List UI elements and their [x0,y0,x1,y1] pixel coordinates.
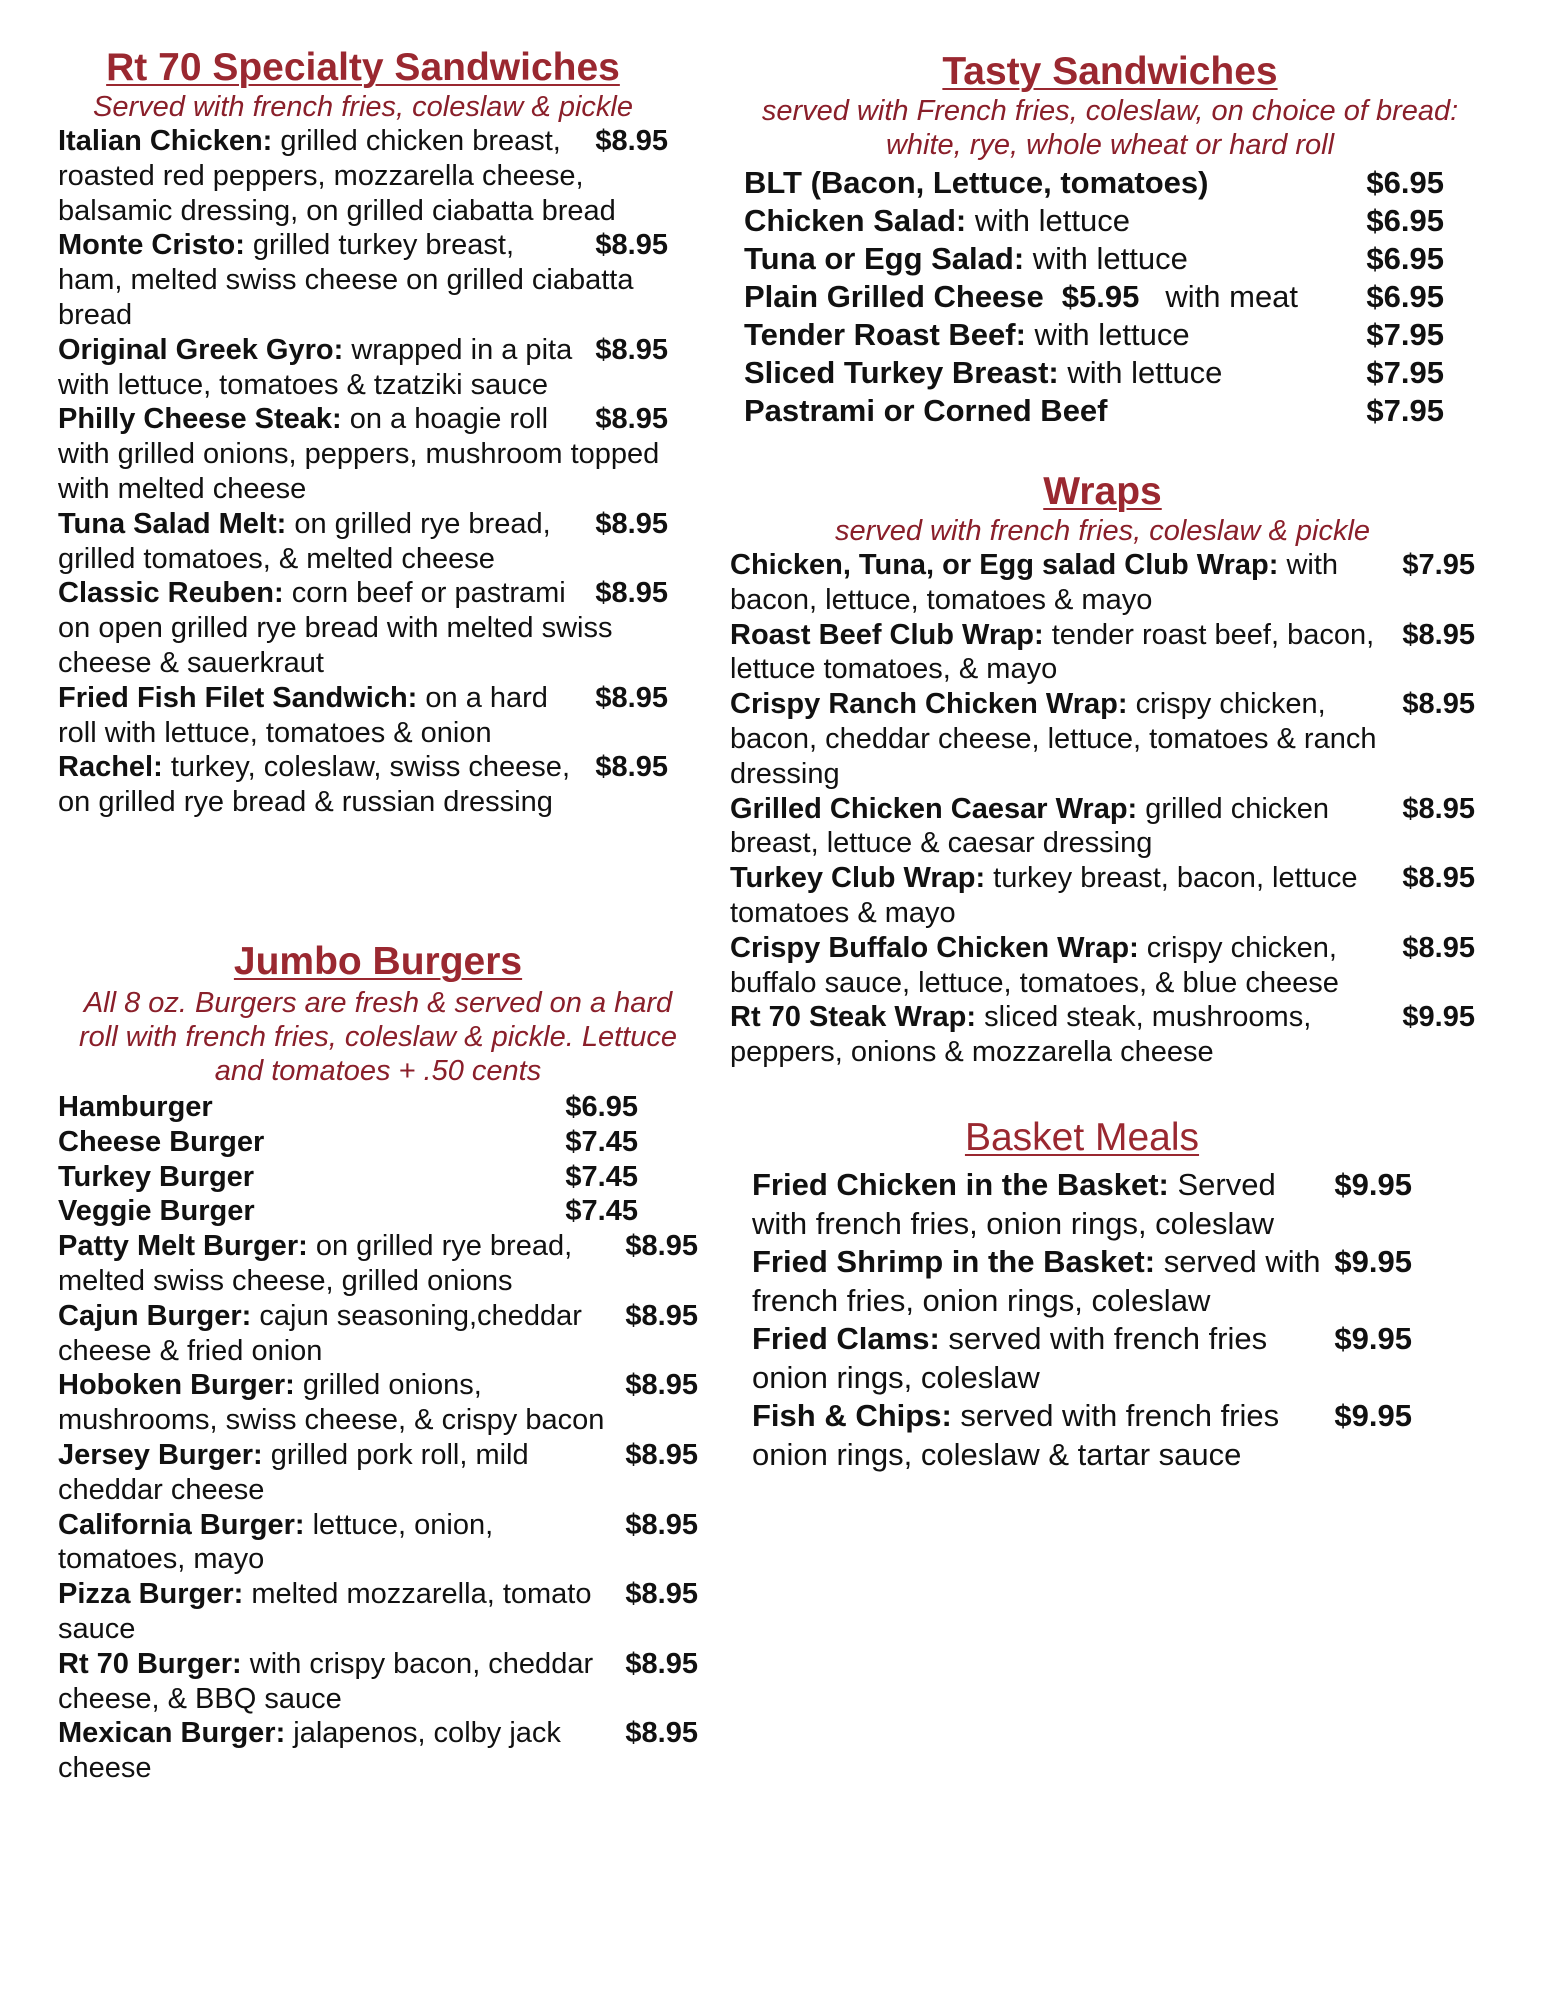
item-description: Served with french fries, onion rings, coleslaw [752,1167,1276,1241]
item-name: Fish & Chips: [752,1398,952,1433]
menu-item [58,1125,638,1160]
menu-item [58,1438,698,1508]
menu-item [744,202,1444,240]
item-description: grilled chicken breast, roasted red peppers, mozzarella cheese, balsamic dressing, on grilled ciabatta bread [58,125,616,227]
menu-item [58,1229,698,1299]
menu-item [730,618,1475,688]
menu-item [730,548,1475,618]
menu-item [58,1647,698,1717]
item-price: $6.95 [1366,241,1444,276]
menu-item [744,278,1444,316]
item-name: Chicken Salad: [744,203,967,238]
item-price: $8.95 [625,1647,698,1680]
item-name: Patty Melt Burger: [58,1230,308,1263]
burgers-section [58,940,698,1786]
item-description: grilled pork roll, mild cheddar cheese [58,1438,529,1506]
menu-item [58,1090,638,1125]
item-name: Fried Chicken in the Basket: [752,1167,1169,1202]
item-description: on grilled rye bread, grilled tomatoes, & melted cheese [58,507,551,575]
menu-item [730,861,1475,931]
item-price: $7.95 [1366,317,1444,352]
item-price: $8.95 [595,125,668,157]
item-price: $8.95 [625,1369,698,1402]
item-description: on a hard roll with lettuce, tomatoes & onion [58,681,548,749]
item-description: turkey, coleslaw, swiss cheese, on grilled rye bread & russian dressing [58,751,570,819]
item-list [58,1229,698,1786]
item-name: Jersey Burger: [58,1438,263,1471]
menu-item [744,316,1444,354]
item-description: turkey breast, bacon, lettuce tomatoes & mayo [730,862,1358,929]
item-price: $7.95 [1402,549,1475,581]
item-price: $8.95 [595,507,668,540]
item-price: $8.95 [1402,792,1475,825]
menu-item [58,1194,638,1229]
item-price: $7.45 [565,1125,638,1158]
item-description: on a hoagie roll with grilled onions, peppers, mushroom topped with melted cheese [58,403,660,505]
item-name: Roast Beef Club Wrap: [730,618,1044,651]
item-price: $9.95 [1334,1244,1412,1279]
menu-item [58,1716,698,1786]
section-title: Basket Meals [964,1116,1200,1159]
item-price-plain: $5.95 [1061,279,1140,314]
item-description: on grilled rye bread, melted swiss cheese, grilled onions [58,1230,573,1297]
item-name: Plain Grilled Cheese [744,279,1044,314]
menu-item [58,1577,698,1647]
item-name: Original Greek Gyro: [58,333,344,366]
section-title: Rt 70 Specialty Sandwiches [106,46,620,89]
item-price: $8.95 [625,1230,698,1263]
item-name: Philly Cheese Steak: [58,403,342,436]
menu-item [58,681,668,751]
item-description: lettuce, onion, tomatoes, mayo [58,1508,494,1576]
item-price: $8.95 [625,1299,698,1332]
item-name: Fried Clams: [752,1321,940,1356]
menu-item [744,164,1444,202]
item-price: $9.95 [1334,1167,1412,1202]
item-name: Tender Roast Beef: [744,317,1026,352]
item-description: with lettuce [1025,317,1190,352]
item-name: Turkey Club Wrap: [730,862,986,895]
item-name: Monte Cristo: [58,229,245,262]
item-price: $8.95 [595,403,668,436]
item-description: served with french fries, onion rings, coleslaw [752,1244,1321,1318]
item-name: Crispy Buffalo Chicken Wrap: [730,931,1139,964]
item-description: with bacon, lettuce, tomatoes & mayo [730,549,1339,616]
menu-item [58,333,668,403]
item-description: crispy chicken, buffalo sauce, lettuce, tomatoes, & blue cheese [730,931,1339,999]
item-price: $9.95 [1334,1321,1412,1356]
menu-item [58,1299,698,1369]
menu-item [744,240,1444,278]
item-name: Hamburger [58,1091,213,1123]
menu-item [58,402,668,506]
item-price: $8.95 [595,681,668,714]
item-description: corn beef or pastrami on open grilled rye bread with melted swiss cheese & sauerkraut [58,577,613,679]
item-name: Tuna or Egg Salad: [744,241,1025,276]
item-description: with lettuce [1058,355,1223,390]
item-list [730,548,1475,1070]
menu-item [752,1166,1412,1243]
item-description: jalapenos, colby jack cheese [58,1717,561,1785]
basket-section [752,1116,1412,1474]
simple-item-list [58,1090,638,1229]
item-price: $8.95 [1402,931,1475,964]
specialty-section [58,46,668,820]
item-name: Tuna Salad Melt: [58,507,287,540]
item-description: crispy chicken, bacon, cheddar cheese, lettuce, tomatoes & ranch dressing [730,688,1377,790]
section-subtitle: served with french fries, coleslaw & pickle [834,515,1371,547]
item-price: $8.95 [595,751,668,784]
item-price: $8.95 [1402,862,1475,895]
item-description: grilled turkey breast, ham, melted swiss cheese on grilled ciabatta bread [58,229,634,331]
item-name: California Burger: [58,1508,305,1541]
item-name: Classic Reuben: [58,577,284,610]
section-title: Jumbo Burgers [233,940,523,983]
menu-item [58,124,668,228]
item-price: $8.95 [595,229,668,262]
item-price: $7.95 [1366,393,1444,428]
item-price: $8.95 [1402,688,1475,721]
item-price: $6.95 [1366,279,1444,314]
menu-item [58,1508,698,1578]
item-price: $8.95 [625,1578,698,1611]
item-name: Veggie Burger [58,1195,255,1228]
item-name: Pastrami or Corned Beef [744,393,1108,428]
item-name: Fried Shrimp in the Basket: [752,1244,1156,1279]
item-description: melted mozzarella, tomato sauce [58,1578,592,1645]
item-name: Rt 70 Steak Wrap: [730,1001,977,1034]
menu-item [744,392,1444,430]
item-name: Cajun Burger: [58,1299,252,1332]
item-name: Mexican Burger: [58,1717,286,1750]
menu-item [58,576,668,680]
item-name: Rt 70 Burger: [58,1647,242,1680]
item-price: $8.95 [595,333,668,366]
section-subtitle: served with French fries, coleslaw, on choice of bread: white, rye, whole wheat or hard roll [761,95,1459,161]
item-description: served with french fries onion rings, coleslaw & tartar sauce [752,1398,1280,1472]
with-meat-label: with meat [1165,279,1299,314]
item-price: $8.95 [625,1508,698,1541]
menu-item [730,687,1475,791]
item-description: sliced steak, mushrooms, peppers, onions & mozzarella cheese [730,1001,1312,1069]
item-description: grilled chicken breast, lettuce & caesar dressing [730,792,1330,860]
item-list [744,164,1444,430]
item-price: $8.95 [595,577,668,610]
section-subtitle: Served with french fries, coleslaw & pickle [93,91,633,123]
menu-item [58,507,668,577]
item-description: served with french fries onion rings, coleslaw [752,1321,1268,1395]
menu-item [730,792,1475,862]
menu-item [730,1000,1475,1070]
item-price: $8.95 [1402,618,1475,651]
item-description: grilled onions, mushrooms, swiss cheese, & crispy bacon [58,1369,605,1437]
item-name: Turkey Burger [58,1160,255,1193]
item-list [752,1166,1412,1474]
item-name: Fried Fish Filet Sandwich: [58,681,418,714]
item-description: with lettuce [966,203,1130,238]
item-description: wrapped in a pita with lettuce, tomatoes & tzatziki sauce [58,333,573,401]
menu-item [58,228,668,332]
item-name: Italian Chicken: [58,125,273,157]
item-name: Crispy Ranch Chicken Wrap: [730,688,1128,721]
item-price: $9.95 [1334,1398,1412,1433]
item-name: BLT (Bacon, Lettuce, tomatoes) [744,165,1209,200]
item-price: $7.45 [565,1195,638,1228]
item-description: tender roast beef, bacon, lettuce tomatoes, & mayo [730,618,1375,686]
menu-item [730,931,1475,1001]
item-price: $6.95 [1366,203,1444,238]
section-subtitle: All 8 oz. Burgers are fresh & served on a hard roll with french fries, coleslaw & pickle. Lettuce and tomatoes + .50 cents [79,987,677,1087]
item-name: Sliced Turkey Breast: [744,355,1059,390]
item-name: Rachel: [58,751,163,784]
item-name: Pizza Burger: [58,1578,244,1611]
item-price: $8.95 [625,1438,698,1471]
item-price: $6.95 [565,1091,638,1123]
wraps-section [730,470,1475,1070]
section-title: Wraps [1043,470,1162,513]
section-title: Tasty Sandwiches [942,50,1278,93]
menu-item [58,1160,638,1195]
item-price: $8.95 [625,1717,698,1750]
menu-item [58,1368,698,1438]
item-price: $9.95 [1402,1001,1475,1034]
menu-item [752,1320,1412,1397]
item-name: Hoboken Burger: [58,1369,295,1402]
item-price: $7.45 [565,1160,638,1193]
item-description: with crispy bacon, cheddar cheese, & BBQ sauce [58,1647,594,1715]
item-price: $6.95 [1366,165,1444,200]
menu-item [58,750,668,820]
menu-item [752,1397,1412,1474]
item-name: Chicken, Tuna, or Egg salad Club Wrap: [730,549,1279,581]
item-name: Grilled Chicken Caesar Wrap: [730,792,1138,825]
menu-item [744,354,1444,392]
item-description: with lettuce [1024,241,1188,276]
menu-item [752,1243,1412,1320]
item-description: cajun seasoning,cheddar cheese & fried onion [58,1299,582,1367]
item-price: $7.95 [1366,355,1444,390]
item-list [58,124,668,820]
item-name: Cheese Burger [58,1125,265,1158]
tasty-section [740,50,1480,430]
